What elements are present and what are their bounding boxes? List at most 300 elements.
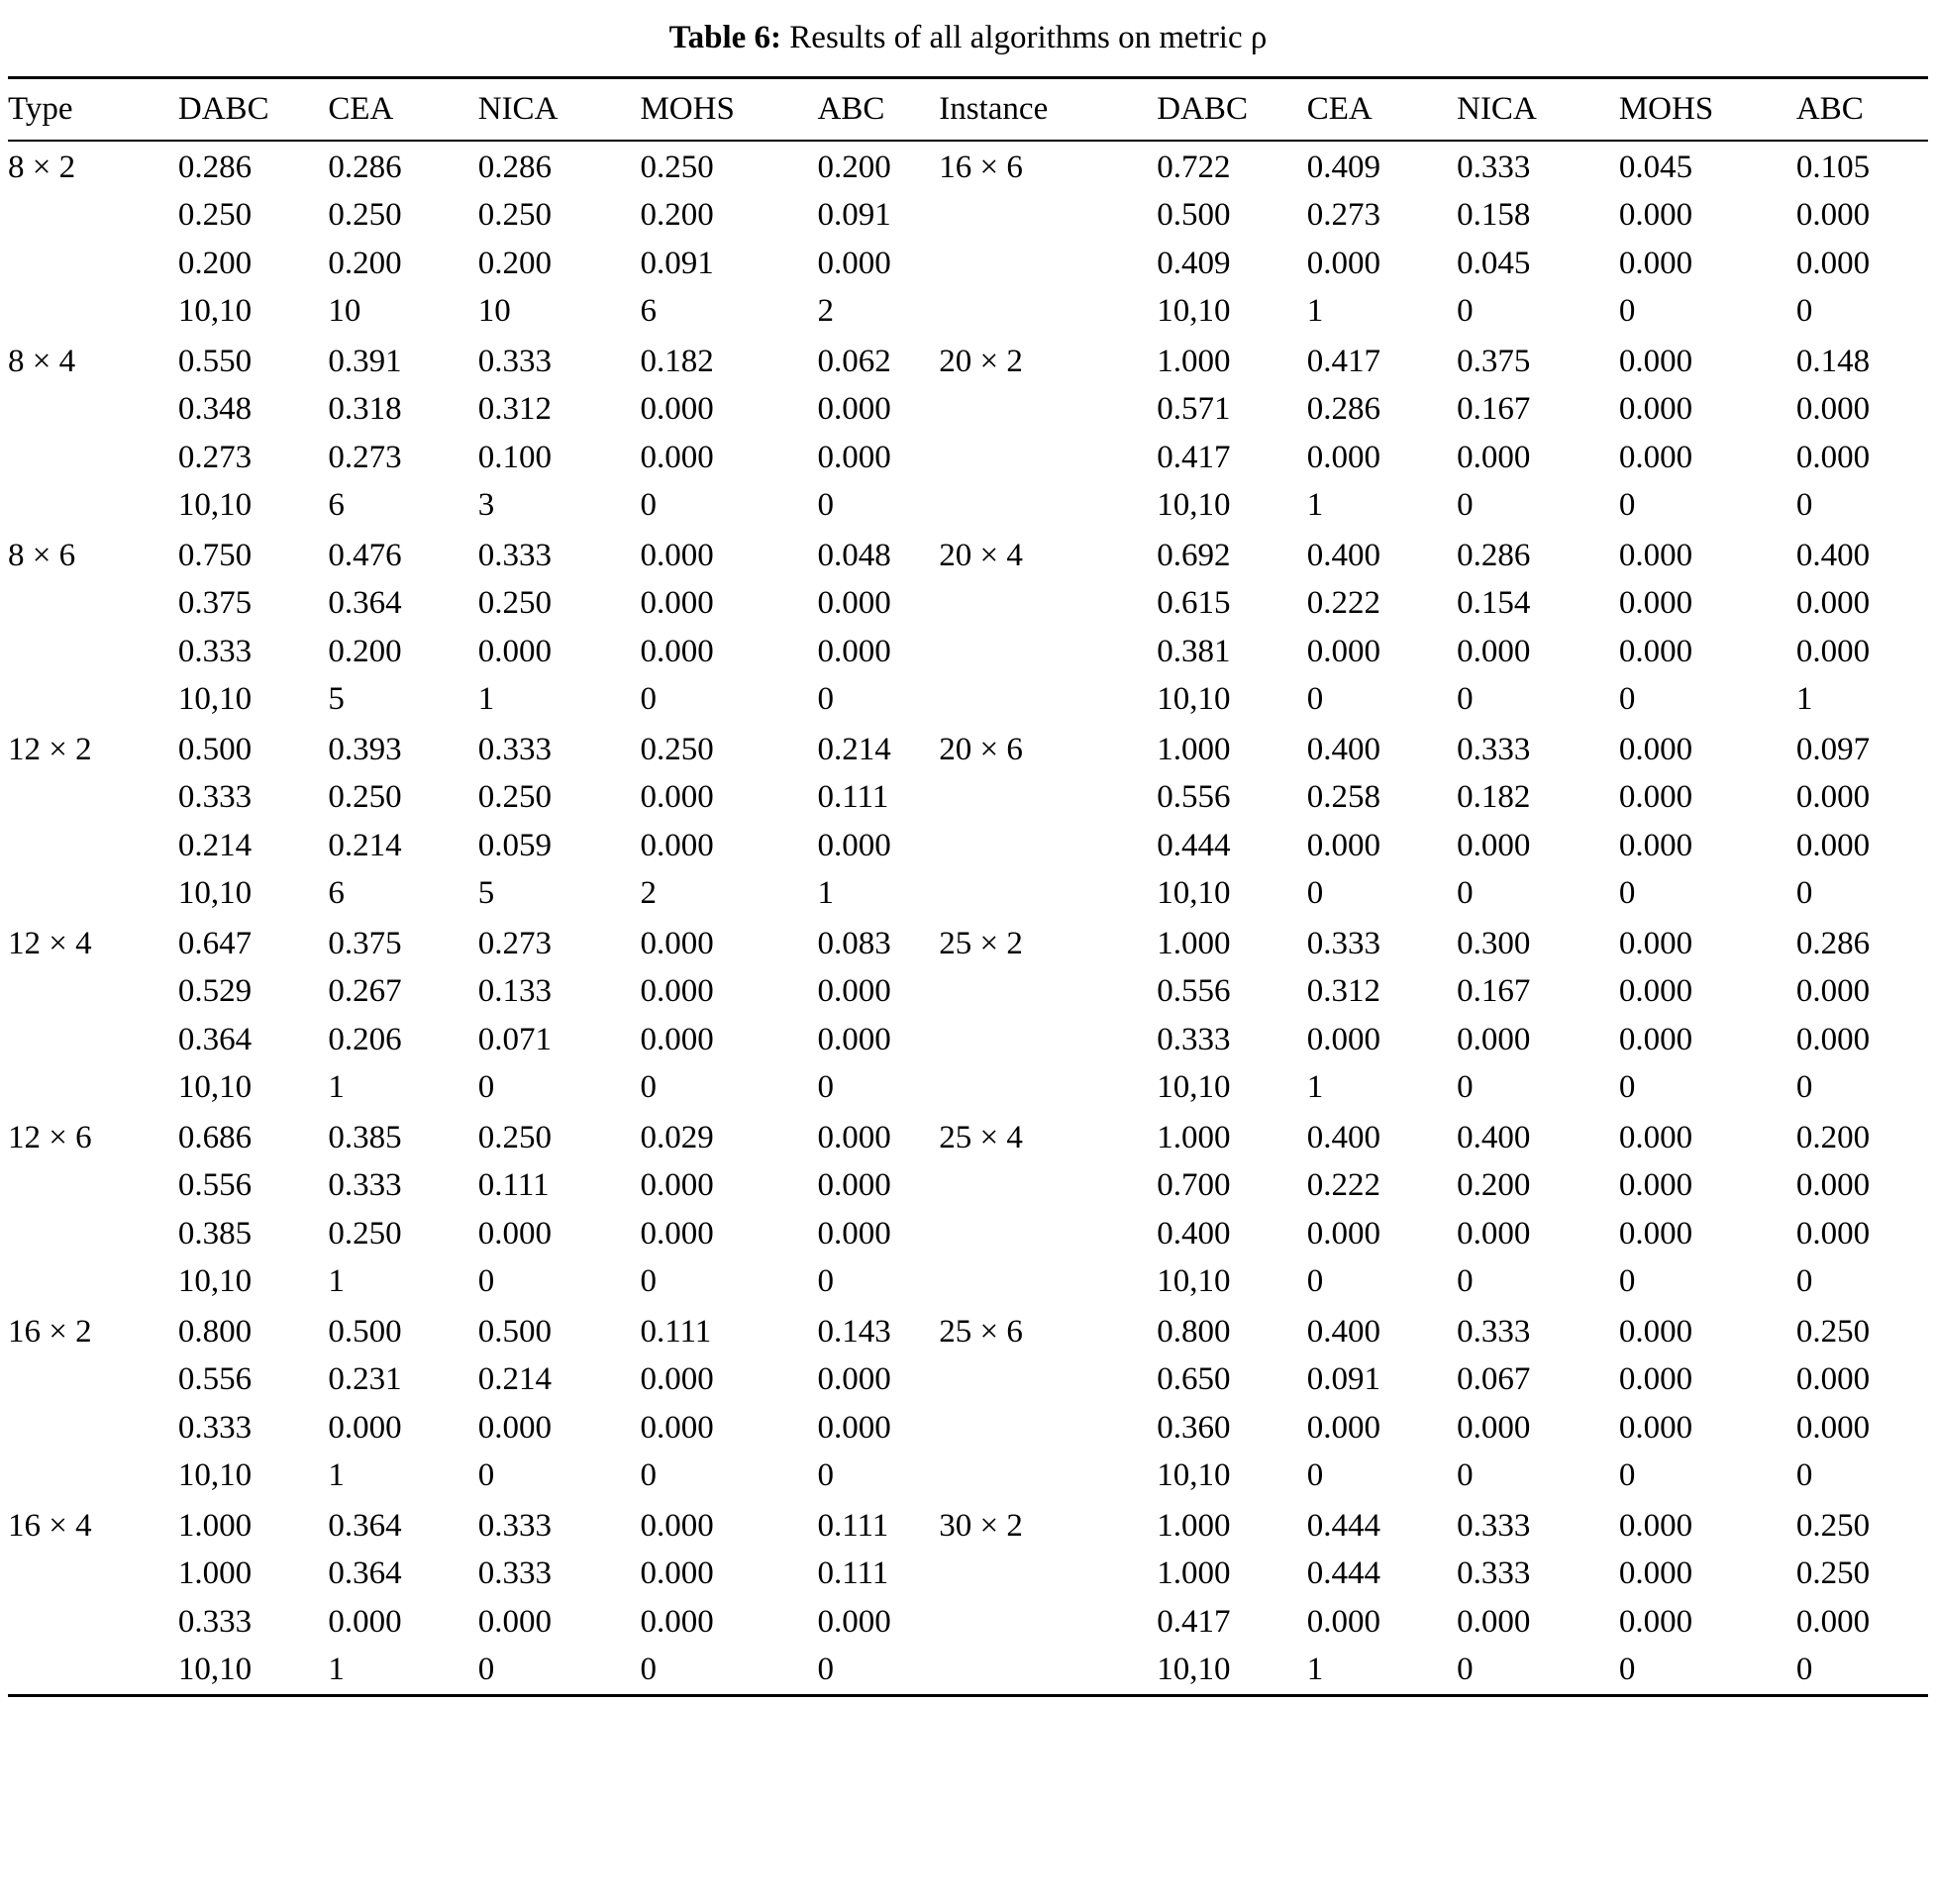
cell-value: 0 xyxy=(1618,681,1636,718)
cell-value: 0 xyxy=(817,681,834,718)
cell-value: 0.148 xyxy=(1795,343,1871,379)
cell-value: 0 xyxy=(1457,681,1474,718)
cell-value: 0 xyxy=(640,1457,657,1494)
cell-type xyxy=(8,191,178,240)
cell-value: 0.391 xyxy=(328,343,402,379)
cell-value: 0 xyxy=(640,1263,657,1300)
cell-value: 10,10 xyxy=(1157,681,1231,718)
table-row xyxy=(8,1112,1928,1162)
cell-value: 0.500 xyxy=(177,731,253,767)
table-row xyxy=(8,481,1928,530)
cell-value: 0.333 xyxy=(177,633,253,669)
cell-value: 0 xyxy=(1795,1069,1813,1106)
cell-value: 0.000 xyxy=(817,1021,891,1057)
cell-value: 0.105 xyxy=(1795,149,1871,185)
cell-value: 0.000 xyxy=(1457,633,1531,669)
cell-value: 0.529 xyxy=(177,973,253,1010)
table-row xyxy=(8,240,1928,288)
cell-value: 0.045 xyxy=(1457,245,1531,281)
cell-instance xyxy=(939,822,1157,870)
cell-value: 0.000 xyxy=(817,1215,891,1252)
cell-value: 0.000 xyxy=(817,827,891,863)
cell-value: 0.000 xyxy=(1795,245,1871,281)
cell-value: 0.111 xyxy=(477,1167,550,1204)
cell-type xyxy=(8,869,178,918)
cell-value: 0.091 xyxy=(1306,1361,1380,1398)
cell-value: 0.550 xyxy=(177,343,253,379)
column-header-mohs-left: MOHS xyxy=(640,79,817,141)
cell-value: 0.250 xyxy=(477,197,552,234)
cell-value: 0.385 xyxy=(177,1215,253,1252)
cell-value: 0.214 xyxy=(177,827,253,863)
cell-instance xyxy=(939,1210,1157,1258)
cell-value: 0.000 xyxy=(1618,1215,1693,1252)
cell-value: 10,10 xyxy=(177,1263,253,1300)
cell-instance: 25 × 2 xyxy=(939,925,1023,961)
cell-value: 0.000 xyxy=(640,1555,714,1592)
cell-value: 0.250 xyxy=(1795,1313,1871,1350)
cell-instance xyxy=(939,434,1157,482)
cell-value: 0.333 xyxy=(177,1603,253,1640)
cell-value: 0.100 xyxy=(477,439,552,475)
cell-value: 0.000 xyxy=(640,1167,714,1204)
cell-value: 0.182 xyxy=(1457,779,1531,816)
cell-value: 0.400 xyxy=(1795,537,1871,573)
cell-instance: 20 × 4 xyxy=(939,537,1023,573)
cell-value: 10,10 xyxy=(177,487,253,524)
table-row xyxy=(8,1646,1928,1695)
cell-value: 0 xyxy=(1618,1457,1636,1494)
cell-value: 0.000 xyxy=(1618,973,1693,1010)
cell-value: 0 xyxy=(640,681,657,718)
cell-value: 0.364 xyxy=(328,1555,402,1592)
cell-value: 0.556 xyxy=(177,1167,253,1204)
cell-type xyxy=(8,1063,178,1112)
cell-value: 0 xyxy=(1618,875,1636,912)
cell-value: 0.048 xyxy=(817,537,891,573)
cell-value: 0.650 xyxy=(1157,1361,1231,1398)
cell-value: 0.286 xyxy=(328,149,402,185)
cell-value: 0.000 xyxy=(1306,827,1380,863)
cell-value: 3 xyxy=(477,487,495,524)
cell-value: 0.111 xyxy=(817,1555,889,1592)
cell-value: 0 xyxy=(1618,1263,1636,1300)
cell-type xyxy=(8,287,178,336)
cell-value: 0.000 xyxy=(1457,439,1531,475)
cell-value: 0.000 xyxy=(640,1215,714,1252)
cell-value: 2 xyxy=(817,293,834,330)
cell-value: 0.375 xyxy=(328,925,402,961)
table-row xyxy=(8,1257,1928,1306)
cell-value: 0.500 xyxy=(477,1313,552,1350)
cell-value: 0.182 xyxy=(640,343,714,379)
cell-type: 8 × 6 xyxy=(8,537,76,573)
cell-value: 0.273 xyxy=(477,925,552,961)
column-header-mohs-right: MOHS xyxy=(1619,79,1796,141)
cell-value: 0.000 xyxy=(1618,827,1693,863)
cell-value: 0 xyxy=(477,1069,495,1106)
cell-value: 1 xyxy=(1795,681,1813,718)
cell-value: 0 xyxy=(817,487,834,524)
column-header-cea-right: CEA xyxy=(1307,79,1457,141)
cell-value: 0.250 xyxy=(640,731,714,767)
cell-value: 0.400 xyxy=(1306,537,1380,573)
cell-value: 0.250 xyxy=(328,1215,402,1252)
cell-value: 1.000 xyxy=(1157,343,1231,379)
cell-value: 0 xyxy=(1306,1263,1324,1300)
cell-value: 0.250 xyxy=(477,779,552,816)
cell-value: 0.286 xyxy=(1306,391,1380,428)
cell-value: 0.000 xyxy=(1618,391,1693,428)
cell-value: 0.200 xyxy=(1457,1167,1531,1204)
cell-value: 0.250 xyxy=(1795,1555,1871,1592)
cell-value: 0.000 xyxy=(817,439,891,475)
cell-value: 0.692 xyxy=(1157,537,1231,573)
cell-value: 0.000 xyxy=(1306,633,1380,669)
cell-value: 0.000 xyxy=(1618,245,1693,281)
cell-value: 0.222 xyxy=(1306,585,1380,622)
cell-value: 0.800 xyxy=(177,1313,253,1350)
cell-instance xyxy=(939,385,1157,434)
table-row xyxy=(8,1404,1928,1453)
cell-value: 0.333 xyxy=(177,779,253,816)
cell-value: 0.444 xyxy=(1306,1507,1380,1544)
cell-value: 0 xyxy=(1618,1652,1636,1688)
cell-value: 0.000 xyxy=(1795,1021,1871,1057)
cell-value: 5 xyxy=(328,681,345,718)
cell-value: 0.800 xyxy=(1157,1313,1231,1350)
cell-value: 0.000 xyxy=(1618,537,1693,573)
cell-type: 8 × 4 xyxy=(8,343,76,379)
cell-value: 0.647 xyxy=(177,925,253,961)
cell-value: 0 xyxy=(1618,487,1636,524)
cell-value: 0.000 xyxy=(1795,779,1871,816)
cell-value: 1 xyxy=(328,1652,345,1688)
cell-value: 10,10 xyxy=(177,293,253,330)
cell-value: 10,10 xyxy=(177,1652,253,1688)
cell-value: 0.111 xyxy=(817,779,889,816)
cell-value: 0.250 xyxy=(1795,1507,1871,1544)
cell-value: 0 xyxy=(1618,293,1636,330)
cell-value: 0.318 xyxy=(328,391,402,428)
cell-value: 0.000 xyxy=(640,973,714,1010)
cell-value: 0.000 xyxy=(640,537,714,573)
cell-type xyxy=(8,1016,178,1064)
cell-value: 1 xyxy=(328,1069,345,1106)
table-row xyxy=(8,967,1928,1016)
cell-value: 0.000 xyxy=(1618,925,1693,961)
cell-value: 0.333 xyxy=(1157,1021,1231,1057)
table-row xyxy=(8,530,1928,580)
table-row xyxy=(8,1550,1928,1598)
cell-value: 0.000 xyxy=(640,1507,714,1544)
cell-value: 0.000 xyxy=(1618,633,1693,669)
cell-value: 1 xyxy=(1306,487,1324,524)
cell-value: 0.000 xyxy=(640,585,714,622)
cell-value: 1.000 xyxy=(1157,1555,1231,1592)
cell-value: 0.231 xyxy=(328,1361,402,1398)
cell-value: 0.000 xyxy=(817,1167,891,1204)
cell-value: 0.381 xyxy=(1157,633,1231,669)
cell-value: 0.000 xyxy=(1618,1603,1693,1640)
cell-value: 5 xyxy=(477,875,495,912)
cell-value: 0 xyxy=(477,1457,495,1494)
cell-value: 0.000 xyxy=(1795,1603,1871,1640)
cell-value: 0.000 xyxy=(1618,1507,1693,1544)
table-head xyxy=(8,78,1928,141)
table-caption xyxy=(8,18,1928,58)
cell-type xyxy=(8,675,178,724)
cell-value: 2 xyxy=(640,875,657,912)
cell-instance xyxy=(939,1257,1157,1306)
cell-value: 0.333 xyxy=(1457,1313,1531,1350)
cell-instance xyxy=(939,579,1157,628)
cell-type: 16 × 4 xyxy=(8,1507,92,1544)
cell-value: 0.360 xyxy=(1157,1409,1231,1446)
cell-value: 0.000 xyxy=(1618,585,1693,622)
cell-value: 0.273 xyxy=(177,439,253,475)
cell-value: 0.000 xyxy=(817,973,891,1010)
cell-value: 10,10 xyxy=(177,681,253,718)
cell-value: 0.000 xyxy=(1795,827,1871,863)
cell-value: 0 xyxy=(640,487,657,524)
cell-value: 10,10 xyxy=(1157,875,1231,912)
cell-type xyxy=(8,1646,178,1695)
cell-value: 0 xyxy=(1795,487,1813,524)
cell-value: 0.000 xyxy=(817,633,891,669)
cell-value: 0 xyxy=(1457,1263,1474,1300)
cell-value: 0.250 xyxy=(477,585,552,622)
cell-value: 0.029 xyxy=(640,1119,714,1155)
table-row xyxy=(8,773,1928,822)
cell-value: 0 xyxy=(640,1652,657,1688)
cell-value: 6 xyxy=(328,487,345,524)
column-header-nica-left: NICA xyxy=(478,79,641,141)
cell-instance xyxy=(939,675,1157,724)
results-table xyxy=(8,76,1928,1697)
cell-type xyxy=(8,1404,178,1453)
cell-value: 0.333 xyxy=(1457,149,1531,185)
cell-value: 0.333 xyxy=(1457,731,1531,767)
cell-value: 0 xyxy=(640,1069,657,1106)
cell-value: 0.250 xyxy=(477,1119,552,1155)
cell-value: 0.400 xyxy=(1306,1313,1380,1350)
table-row xyxy=(8,191,1928,240)
cell-value: 10,10 xyxy=(177,1457,253,1494)
cell-type xyxy=(8,240,178,288)
cell-value: 0.267 xyxy=(328,973,402,1010)
cell-value: 0.000 xyxy=(1457,1409,1531,1446)
cell-value: 0.000 xyxy=(1618,1361,1693,1398)
cell-value: 0.083 xyxy=(817,925,891,961)
cell-value: 10,10 xyxy=(177,1069,253,1106)
cell-value: 10,10 xyxy=(1157,1457,1231,1494)
cell-value: 0.000 xyxy=(640,925,714,961)
cell-value: 1.000 xyxy=(177,1555,253,1592)
cell-instance: 20 × 2 xyxy=(939,343,1023,379)
cell-value: 0.333 xyxy=(477,1555,552,1592)
table-row xyxy=(8,1306,1928,1356)
cell-value: 0.000 xyxy=(1618,197,1693,234)
cell-value: 0.200 xyxy=(328,245,402,281)
table-row xyxy=(8,1016,1928,1064)
cell-value: 0.750 xyxy=(177,537,253,573)
cell-value: 0.722 xyxy=(1157,149,1231,185)
cell-instance xyxy=(939,287,1157,336)
cell-value: 0.111 xyxy=(817,1507,889,1544)
cell-instance xyxy=(939,240,1157,288)
cell-type xyxy=(8,822,178,870)
cell-value: 0.000 xyxy=(640,827,714,863)
cell-value: 0.000 xyxy=(1618,731,1693,767)
cell-value: 0.000 xyxy=(1795,1361,1871,1398)
cell-value: 0.000 xyxy=(1618,1313,1693,1350)
cell-type xyxy=(8,1598,178,1647)
cell-value: 10,10 xyxy=(177,875,253,912)
cell-value: 0.556 xyxy=(1157,779,1231,816)
cell-type: 16 × 2 xyxy=(8,1313,92,1350)
cell-value: 0.154 xyxy=(1457,585,1531,622)
column-header-dabc-right: DABC xyxy=(1157,79,1306,141)
table-row xyxy=(8,822,1928,870)
cell-type: 12 × 4 xyxy=(8,925,92,961)
cell-value: 0.000 xyxy=(640,1603,714,1640)
cell-value: 0.158 xyxy=(1457,197,1531,234)
cell-value: 0.000 xyxy=(640,1409,714,1446)
cell-instance: 25 × 6 xyxy=(939,1313,1023,1350)
cell-value: 0 xyxy=(1457,293,1474,330)
table-row xyxy=(8,336,1928,386)
cell-value: 0.000 xyxy=(1306,1409,1380,1446)
cell-value: 0.686 xyxy=(177,1119,253,1155)
cell-value: 0.000 xyxy=(817,245,891,281)
table-header-row xyxy=(8,79,1928,141)
cell-value: 0 xyxy=(1795,1263,1813,1300)
cell-value: 0.000 xyxy=(1306,1021,1380,1057)
cell-value: 0.000 xyxy=(477,1215,552,1252)
cell-instance xyxy=(939,1646,1157,1695)
cell-value: 0.300 xyxy=(1457,925,1531,961)
cell-instance xyxy=(939,967,1157,1016)
cell-type xyxy=(8,1550,178,1598)
cell-value: 1 xyxy=(328,1457,345,1494)
cell-value: 0 xyxy=(817,1263,834,1300)
cell-value: 0.333 xyxy=(1457,1507,1531,1544)
cell-value: 0.286 xyxy=(1795,925,1871,961)
cell-instance xyxy=(939,1161,1157,1210)
cell-value: 0.400 xyxy=(1457,1119,1531,1155)
cell-type: 8 × 2 xyxy=(8,149,76,185)
cell-value: 0.333 xyxy=(1457,1555,1531,1592)
cell-value: 0.214 xyxy=(817,731,891,767)
cell-type xyxy=(8,1355,178,1404)
cell-value: 10,10 xyxy=(1157,1069,1231,1106)
table-row xyxy=(8,434,1928,482)
cell-value: 0.000 xyxy=(1457,1603,1531,1640)
cell-type xyxy=(8,1210,178,1258)
table-row xyxy=(8,724,1928,774)
cell-instance xyxy=(939,1404,1157,1453)
table-body xyxy=(8,141,1928,1697)
cell-value: 0 xyxy=(1795,1457,1813,1494)
cell-type xyxy=(8,1257,178,1306)
cell-value: 0.000 xyxy=(1618,1119,1693,1155)
cell-value: 0.000 xyxy=(1457,827,1531,863)
cell-value: 0.000 xyxy=(328,1603,402,1640)
cell-value: 0.000 xyxy=(817,1603,891,1640)
cell-value: 0.000 xyxy=(640,1021,714,1057)
cell-value: 0.000 xyxy=(817,1361,891,1398)
table-row xyxy=(8,1598,1928,1647)
table-row xyxy=(8,1161,1928,1210)
cell-value: 0.000 xyxy=(640,633,714,669)
cell-instance: 30 × 2 xyxy=(939,1507,1023,1544)
cell-instance xyxy=(939,191,1157,240)
cell-value: 1.000 xyxy=(177,1507,253,1544)
column-header-instance: Instance xyxy=(939,79,1157,141)
cell-value: 0.167 xyxy=(1457,973,1531,1010)
caption-label: Table 6: xyxy=(668,20,782,55)
cell-value: 0.615 xyxy=(1157,585,1231,622)
cell-value: 1.000 xyxy=(1157,925,1231,961)
cell-value: 0.500 xyxy=(328,1313,402,1350)
cell-value: 0 xyxy=(1795,293,1813,330)
cell-value: 0 xyxy=(1457,1069,1474,1106)
cell-value: 0.444 xyxy=(1157,827,1231,863)
cell-value: 0.000 xyxy=(640,779,714,816)
cell-value: 0.400 xyxy=(1306,1119,1380,1155)
table-row xyxy=(8,675,1928,724)
cell-value: 0.400 xyxy=(1306,731,1380,767)
cell-value: 0.476 xyxy=(328,537,402,573)
cell-value: 0.348 xyxy=(177,391,253,428)
cell-value: 1.000 xyxy=(1157,1119,1231,1155)
cell-value: 0.333 xyxy=(477,1507,552,1544)
cell-value: 0.385 xyxy=(328,1119,402,1155)
cell-value: 0 xyxy=(1457,875,1474,912)
cell-value: 0.000 xyxy=(817,585,891,622)
cell-value: 0.045 xyxy=(1618,149,1693,185)
cell-value: 10 xyxy=(477,293,511,330)
cell-value: 1 xyxy=(477,681,495,718)
table-row xyxy=(8,628,1928,676)
cell-instance xyxy=(939,1355,1157,1404)
cell-value: 0.556 xyxy=(1157,973,1231,1010)
cell-value: 0.000 xyxy=(1618,1021,1693,1057)
cell-value: 0.000 xyxy=(1618,1555,1693,1592)
table-row xyxy=(8,1500,1928,1551)
cell-value: 0.000 xyxy=(1618,779,1693,816)
cell-value: 0.409 xyxy=(1157,245,1231,281)
cell-value: 0.111 xyxy=(640,1313,712,1350)
cell-value: 0.200 xyxy=(1795,1119,1871,1155)
cell-type xyxy=(8,1161,178,1210)
cell-value: 0 xyxy=(1457,487,1474,524)
column-header-nica-right: NICA xyxy=(1457,79,1619,141)
cell-value: 0.364 xyxy=(328,1507,402,1544)
caption-text: Results of all algorithms on metric ρ xyxy=(789,20,1268,55)
cell-value: 0.091 xyxy=(817,197,891,234)
cell-type xyxy=(8,628,178,676)
cell-value: 0 xyxy=(1306,1457,1324,1494)
cell-value: 0.286 xyxy=(177,149,253,185)
cell-value: 0 xyxy=(1795,1652,1813,1688)
cell-value: 0.556 xyxy=(177,1361,253,1398)
cell-value: 0 xyxy=(1306,875,1324,912)
cell-value: 0.000 xyxy=(1795,1215,1871,1252)
cell-instance xyxy=(939,481,1157,530)
cell-value: 0.000 xyxy=(328,1409,402,1446)
